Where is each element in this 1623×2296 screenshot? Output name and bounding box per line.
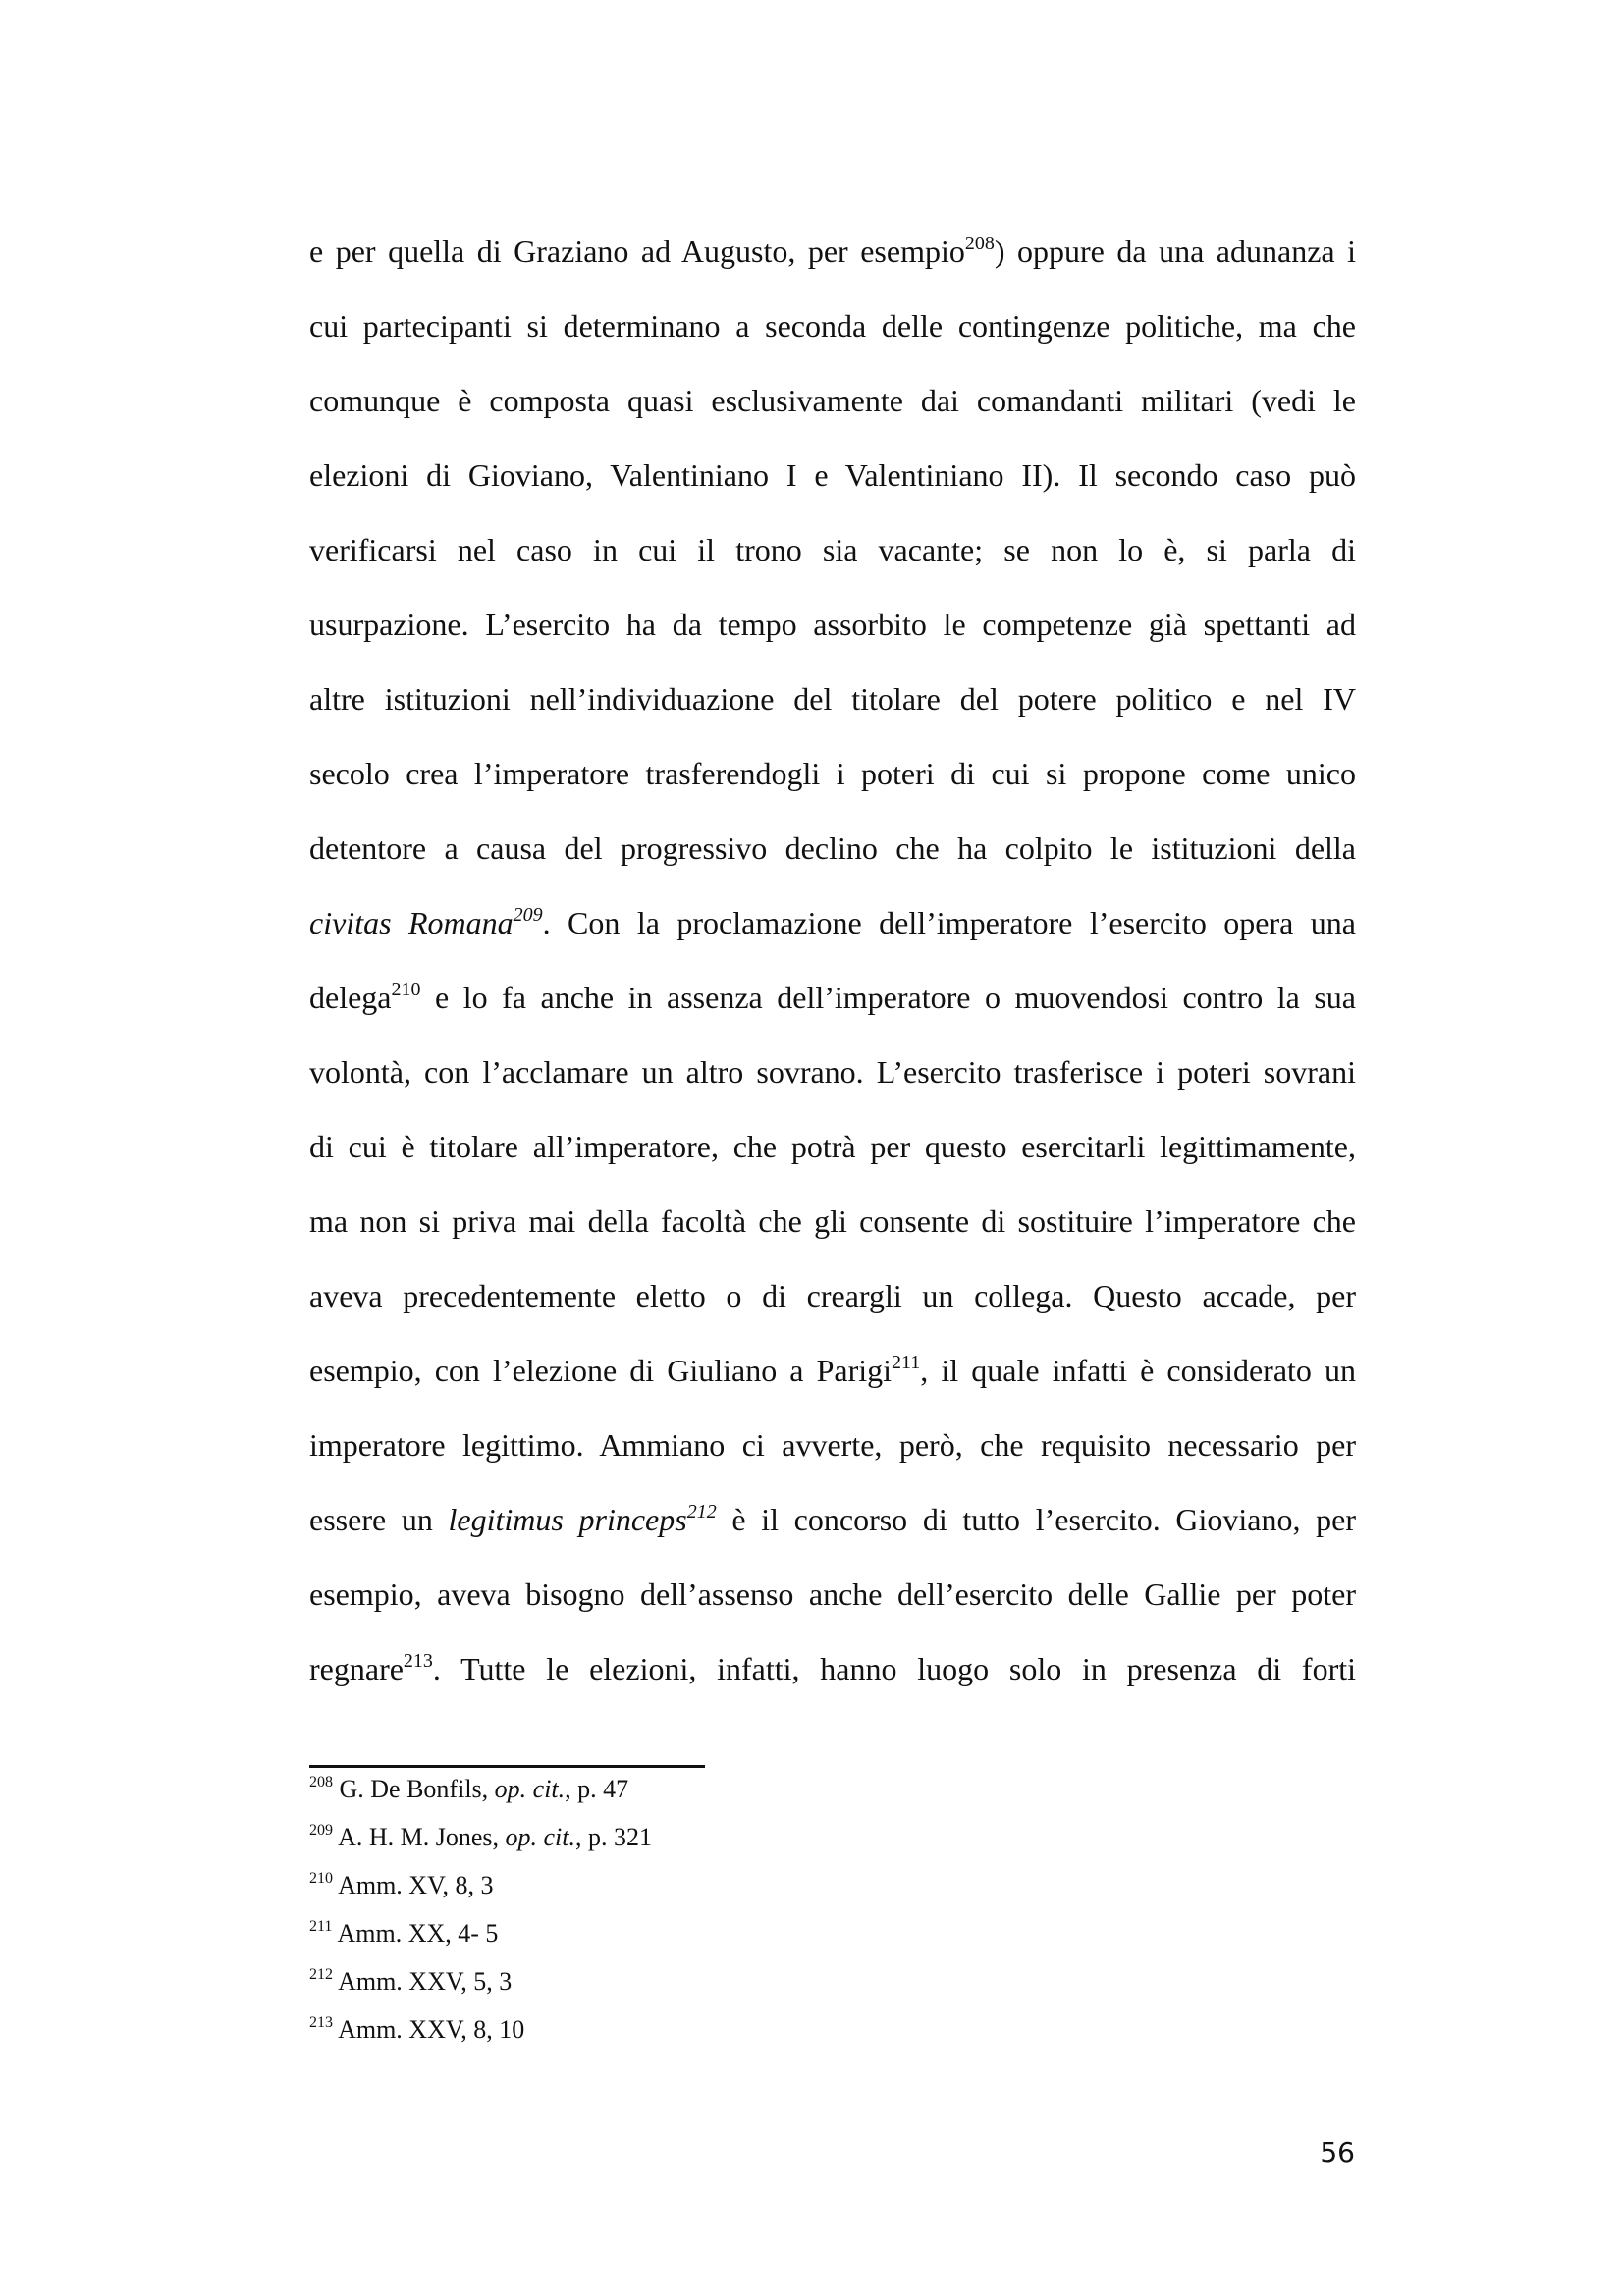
text-line: essere un legitimus princeps$^{212}$ è il concorso di tutto l’esercito. Gioviano, per — [309, 1501, 1357, 1537]
footnote: $^{209}$ A. H. M. Jones, op. cit., p. 321 — [309, 1822, 653, 1851]
footnote-ref: 210 — [391, 979, 421, 1000]
text-line: esempio, con l’elezione di Giuliano a Parigi$^{211}$, il quale infatti è considerato un — [309, 1352, 1356, 1388]
footnote: $^{213}$ Amm. XXV, 8, 10 — [309, 2014, 525, 2044]
footnote-separator — [309, 1765, 705, 1768]
footnote-ref: 211 — [892, 1352, 921, 1373]
footnote: $^{208}$ G. De Bonfils, op. cit., p. 47 — [309, 1774, 629, 1803]
text-line: regnare$^{213}$. Tutte le elezioni, infatti, hanno luogo solo in presenza di forti — [309, 1650, 1356, 1686]
text-line: di cui è titolare all’imperatore, che potrà per questo esercitarli legittimamente, — [309, 1129, 1356, 1164]
page-number: 56 — [1320, 2136, 1355, 2168]
footnote: $^{211}$ Amm. XX, 4- 5 — [309, 1918, 499, 1948]
text-line: esempio, aveva bisogno dell’assenso anche dell’esercito delle Gallie per poter — [309, 1576, 1356, 1612]
text-line: cui partecipanti si determinano a seconda delle contingenze politiche, ma che — [309, 308, 1356, 344]
text-line: ma non si priva mai della facoltà che gli consente di sostituire l’imperatore che — [309, 1203, 1356, 1239]
footnote: $^{212}$ Amm. XXV, 5, 3 — [309, 1966, 513, 1996]
text-line: aveva precedentemente eletto o di creargli un collega. Questo accade, per — [309, 1278, 1356, 1313]
footnote-ref: 213 — [403, 1650, 433, 1672]
footnote-ref: 212 — [686, 1501, 717, 1522]
text-line: altre istituzioni nell’individuazione del titolare del potere politico e nel IV — [309, 681, 1356, 717]
text-line: comunque è composta quasi esclusivamente dai comandanti militari (vedi le — [309, 383, 1356, 418]
text-line: delega$^{210}$ e lo fa anche in assenza dell’imperatore o muovendosi contro la sua — [309, 979, 1356, 1015]
text-line: volontà, con l’acclamare un altro sovrano. L’esercito trasferisce i poteri sovrani — [309, 1054, 1356, 1090]
text-line: imperatore legittimo. Ammiano ci avverte, però, che requisito necessario per — [309, 1427, 1356, 1463]
text-line: secolo crea l’imperatore trasferendogli i poteri di cui si propone come unico — [309, 756, 1356, 791]
footnote: $^{210}$ Amm. XV, 8, 3 — [309, 1870, 494, 1899]
text-line: usurpazione. L’esercito ha da tempo assorbito le competenze già spettanti ad — [309, 607, 1356, 642]
text-line: detentore a causa del progressivo declino che ha colpito le istituzioni della — [309, 830, 1356, 866]
text-line: e per quella di Graziano ad Augusto, per esempio$^{208}$) oppure da una adunanza i — [309, 233, 1357, 269]
text-line: elezioni di Gioviano, Valentiniano I e Valentiniano II). Il secondo caso può — [309, 457, 1356, 493]
footnote-ref: 209 — [513, 904, 543, 926]
footnote-ref: 208 — [964, 233, 995, 254]
text-line: verificarsi nel caso in cui il trono sia vacante; se non lo è, si parla di — [309, 532, 1356, 567]
text-line: civitas Romana$^{209}$. Con la proclamazione dell’imperatore l’esercito opera una — [309, 904, 1357, 940]
